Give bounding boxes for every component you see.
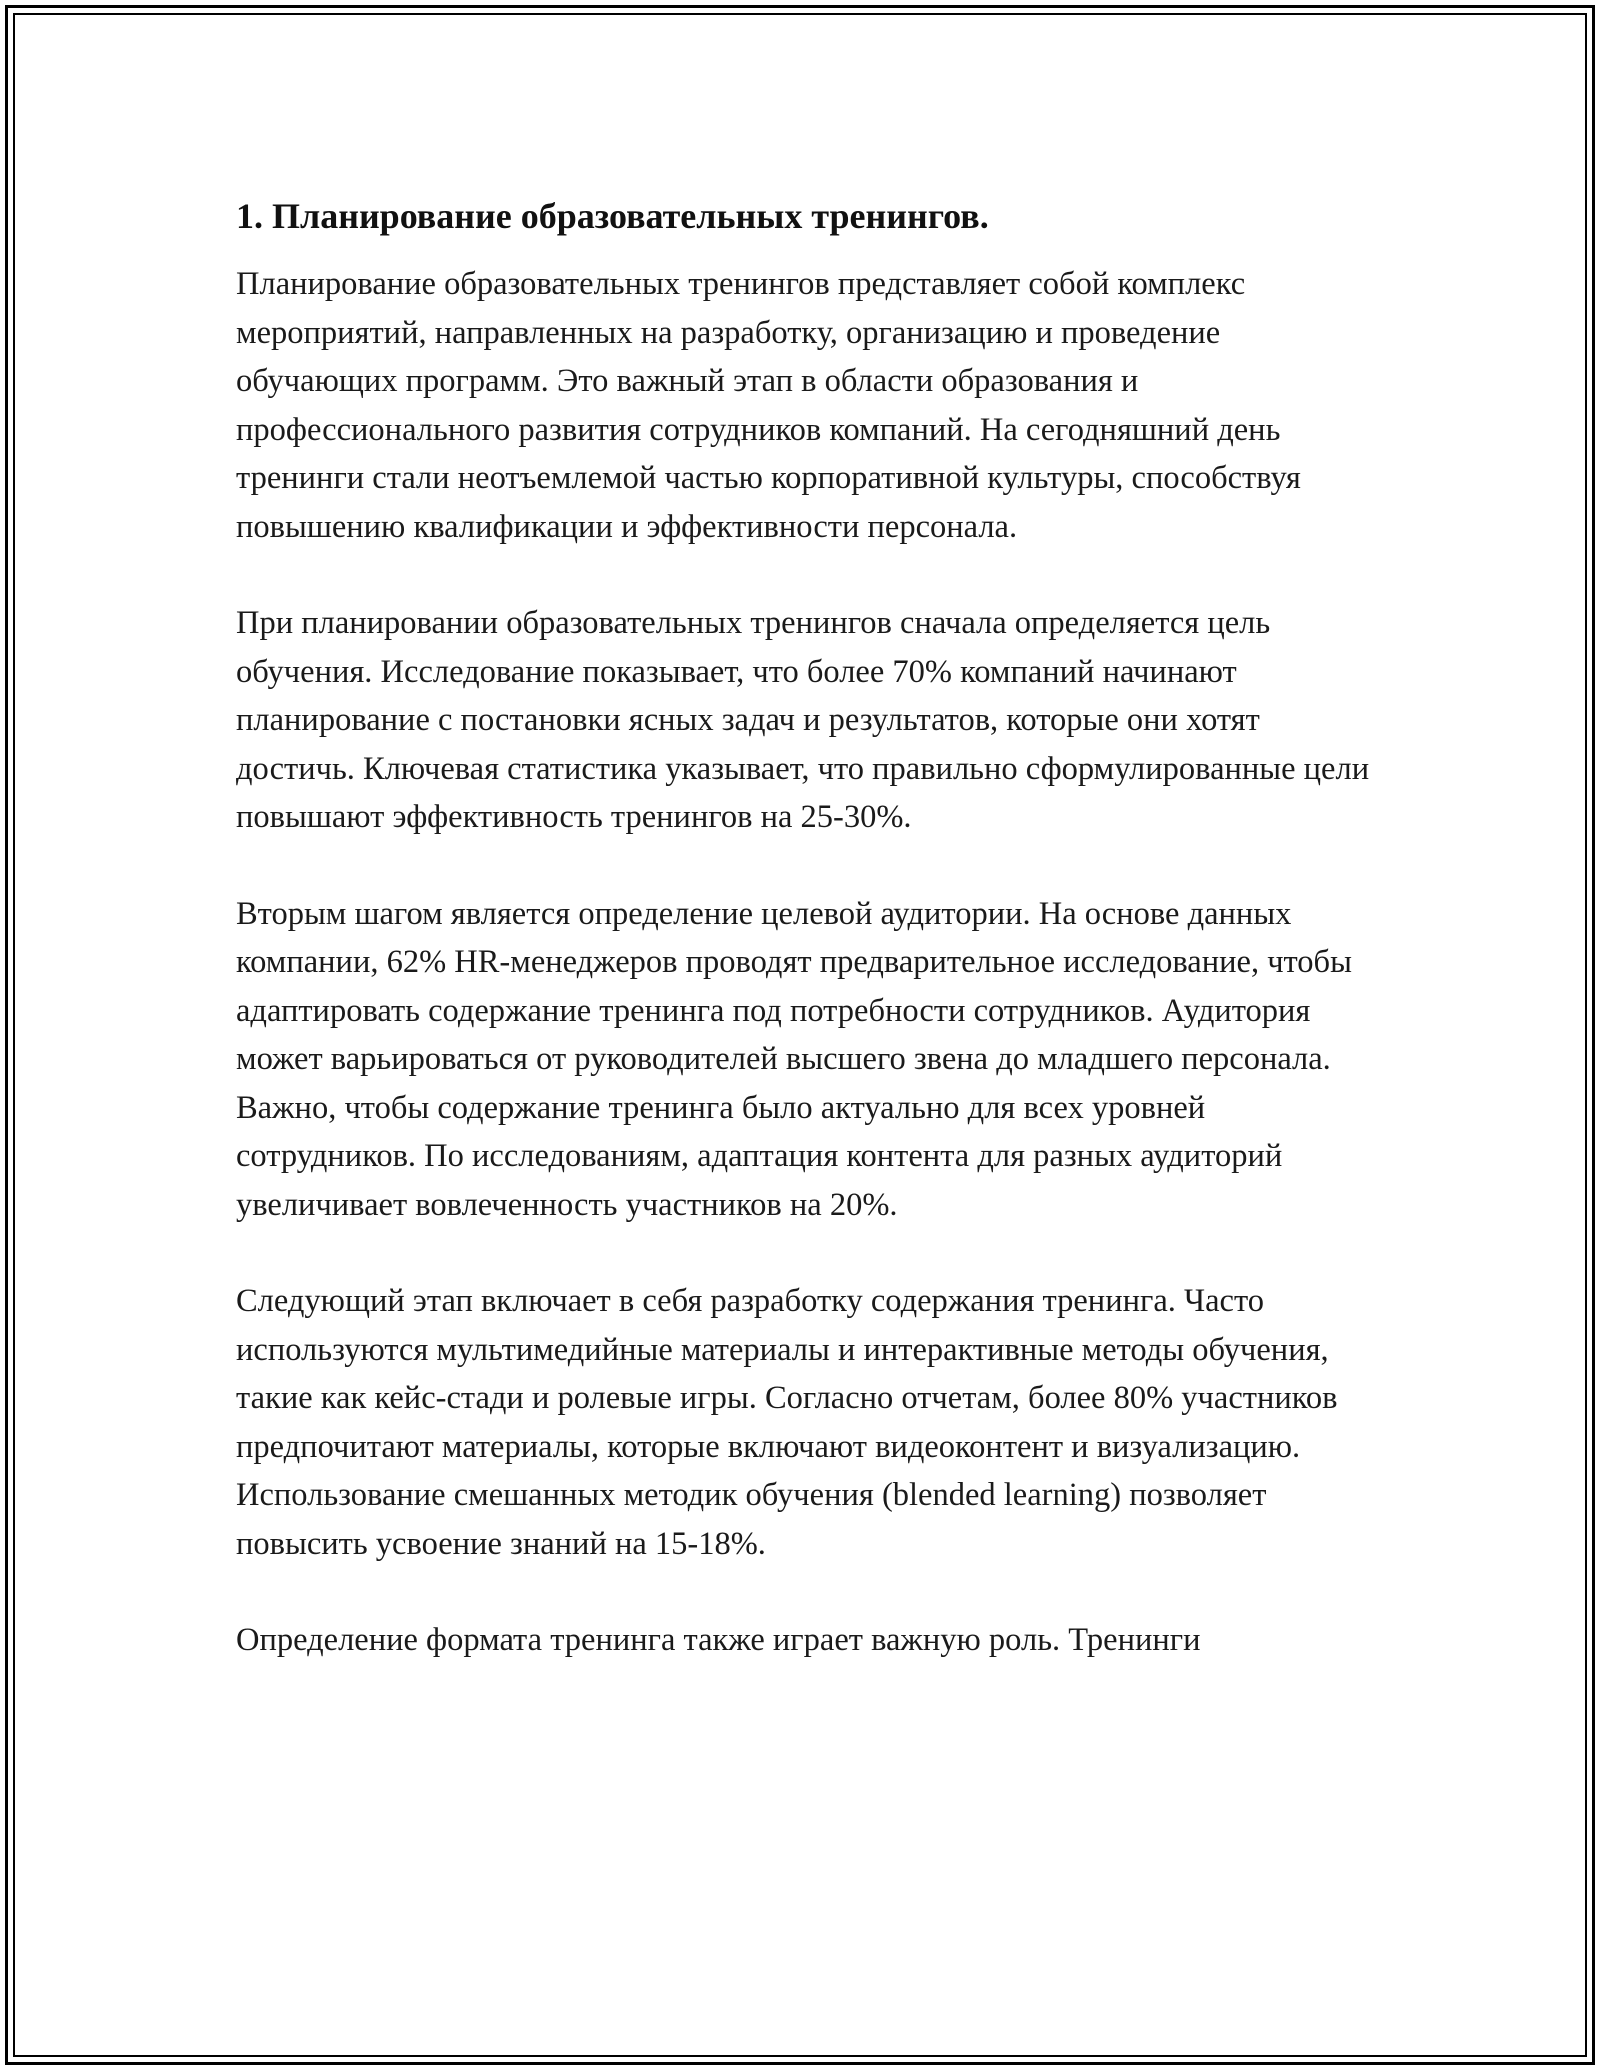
- paragraph-content: Следующий этап включает в себя разработку содержания тренинга. Часто используются мультимедийные материалы и интерактивные методы обучения, такие как кейс-стади и ролевые игры. Согласно отчетам, более 80% участников предпочитают материалы, которые включают видеоконтент и визуализацию. Использование смешанных методик обучения (blended learning) позволяет повысить усвоение знаний на 15-18%.: [236, 1283, 1338, 1562]
- paragraph-intro: Планирование образовательных тренингов представляет собой комплекс мероприятий, направленных на разработку, организацию и проведение обучающих программ. Это важный этап в области образования и профессионального развития сотрудников компаний. На сегодняшний день тренинги стали неотъемлемой частью корпоративной культуры, способствуя повышению квалификации и эффективности персонала.: [236, 266, 1301, 545]
- section-heading: 1. Планирование образовательных тренингов.: [236, 196, 989, 236]
- paragraph-audience: Вторым шагом является определение целевой аудитории. На основе данных компании, 62% HR-менеджеров проводят предварительное исследование, чтобы адаптировать содержание тренинга под потребности сотрудников. Аудитория может варьироваться от руководителей высшего звена до младшего персонала. Важно, чтобы содержание тренинга было актуально для всех уровней сотрудников. По исследованиям, адаптация контента для разных аудиторий увеличивает вовлеченность участников на 20%.: [236, 895, 1352, 1223]
- paragraph-goals: При планировании образовательных тренингов сначала определяется цель обучения. Исследование показывает, что более 70% компаний начинают планирование с постановки ясных задач и результатов, которые они хотят достичь. Ключевая статистика указывает, что правильно сформулированные цели повышают эффективность тренингов на 25-30%.: [236, 605, 1370, 835]
- document-body: [236, 190, 1386, 1665]
- paragraph-format: Определение формата тренинга также играет важную роль. Тренинги: [236, 1622, 1201, 1658]
